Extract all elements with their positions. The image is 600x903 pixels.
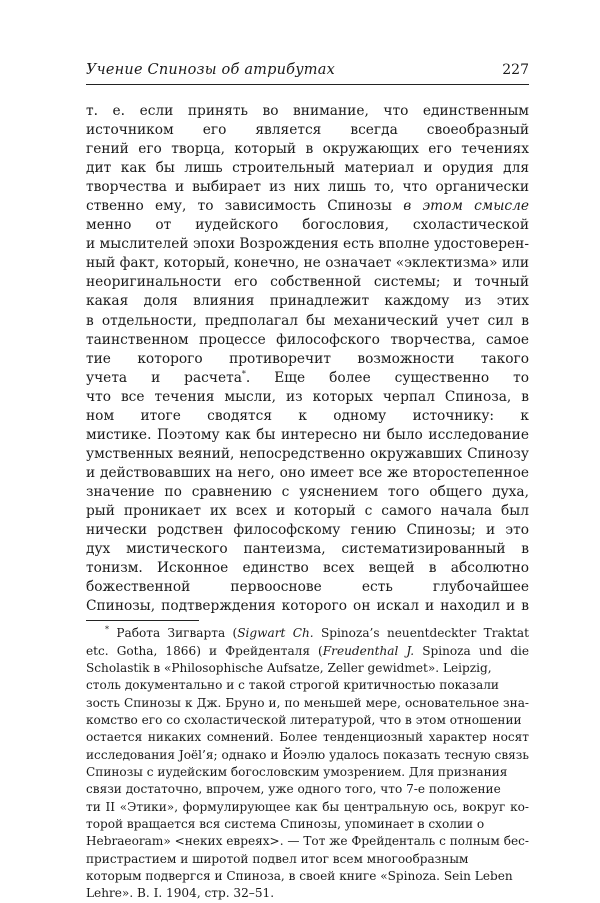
footnote-line: * Работа Зигварта (Sigwart Ch. Spinoza’s neuentdeckter Traktat — [105, 625, 529, 641]
text-line: значение по сравнению с уяснением того общего духа, — [86, 483, 529, 500]
text-line: ный факт, который, конечно, не означает «эклектизма» или — [86, 255, 529, 272]
footnote-line: торой вращается вся система Спинозы, упоминает в схолии о — [86, 817, 485, 832]
text-line: менно от иудейского богословия, схоластической — [86, 217, 529, 234]
footnote-line: Hebraeoram» <неких евреях>. — Тот же Фрейденталь с полным бес- — [86, 834, 529, 849]
emphasis: Freudenthal J. — [322, 643, 415, 658]
text-line: и действовавших на него, оно имеет все же второстепенное — [86, 464, 529, 481]
text-line: гений его творца, который в окружающих его течениях — [86, 141, 529, 158]
page-header — [86, 62, 529, 85]
footnote — [86, 625, 529, 903]
text-line: в отдельности, предполагал бы механический учет сил в — [86, 312, 529, 329]
footnote-line: ти II «Этики», формулирующее как бы центральную ось, вокруг ко- — [86, 799, 529, 814]
text-line: дух мистического пантеизма, систематизированный в — [86, 541, 529, 558]
text-line: дит как бы лишь строительный материал и орудия для — [86, 160, 529, 177]
footnote-line: которым подвергся и Спиноза, в своей книге «Spinoza. Sein Leben — [86, 869, 513, 884]
footnote-line: Спинозы с иудейским богословским умозрением. Для признания — [86, 765, 508, 780]
text-line: неоригинальности его собственной системы; и точный — [86, 274, 529, 291]
footnote-line: столь документально и с такой строгой критичностью показали — [86, 678, 499, 693]
text-line: нически родствен философскому гению Спинозы; и это — [86, 522, 529, 539]
text-line: умственных веяний, непосредственно окружавших Спинозу — [86, 445, 529, 462]
text-line: что все течения мысли, из которых черпал Спиноза, в — [86, 388, 529, 405]
text-line: творчества и выбирает из них лишь то, что органически — [86, 179, 529, 196]
footnote-line: пристрастием и широтой подвел итог всем многообразным — [86, 851, 469, 866]
text-line: божественной первооснове есть глубочайшее — [86, 579, 529, 596]
text-line: т. е. если принять во внимание, что единственным — [86, 103, 529, 119]
main-text — [86, 102, 529, 616]
footnote-line: исследования Joël’я; однако и Йоэлю удалось показать тесную связь — [86, 747, 529, 762]
running-title: Учение Спинозы об атрибутах — [86, 62, 335, 78]
text-line: ственно ему, то зависимость Спинозы в этом смысле — [86, 198, 529, 215]
footnote-line: зость Спинозы к Дж. Бруно и, по меньшей мере, основательное зна- — [86, 695, 529, 710]
footnote-line: остается никаких сомнений. Более тенденциозный характер носят — [86, 730, 529, 745]
footnote-line: связи достаточно, впрочем, уже одного того, что 7-е положение — [86, 782, 501, 797]
text-line: тие которого противоречит возможности такого — [86, 350, 529, 367]
text-line: какая доля влияния принадлежит каждому из этих — [86, 293, 529, 310]
text-line: и мыслителей эпохи Возрождения есть вполне удостоверен- — [86, 236, 529, 253]
text-line: рый проникает их всех и который с самого начала был — [86, 502, 529, 519]
text-line: Спинозы, подтверждения которого он искал и находил и в — [86, 598, 529, 615]
footnote-line: Scholastik в «Philosophische Aufsatze, Zeller gewidmet». Leipzig, — [86, 660, 492, 675]
footnote-marker: * — [105, 625, 109, 635]
text-line: таинственном процессе философского творчества, самое — [86, 331, 529, 348]
footnote-line: Lehre». B. I. 1904, стр. 32–51. — [86, 886, 275, 901]
footnote-marker: * — [241, 369, 246, 379]
text-line: источником его является всегда своеобразный — [86, 122, 529, 139]
footnote-line: комство его со схоластической литературой, что в этом отношении — [86, 712, 522, 727]
footnote-line: etc. Gotha, 1866) и Фрейденталя (Freudenthal J. Spinoza und die — [86, 643, 529, 658]
emphasis: в этом смысле — [403, 198, 529, 215]
page-number: 227 — [502, 62, 529, 78]
footnote-divider — [86, 620, 199, 621]
text-line: мистике. Поэтому как бы интересно ни было исследование — [86, 426, 529, 443]
text-line: тонизм. Исконное единство всех вещей в абсолютно — [86, 560, 529, 577]
emphasis: Sigwart Ch. — [237, 626, 314, 641]
text-line: ном итоге сводятся к одному источнику: к — [86, 407, 529, 424]
text-line: учета и расчета*. Еще более существенно то — [86, 369, 529, 386]
book-page — [86, 62, 529, 903]
